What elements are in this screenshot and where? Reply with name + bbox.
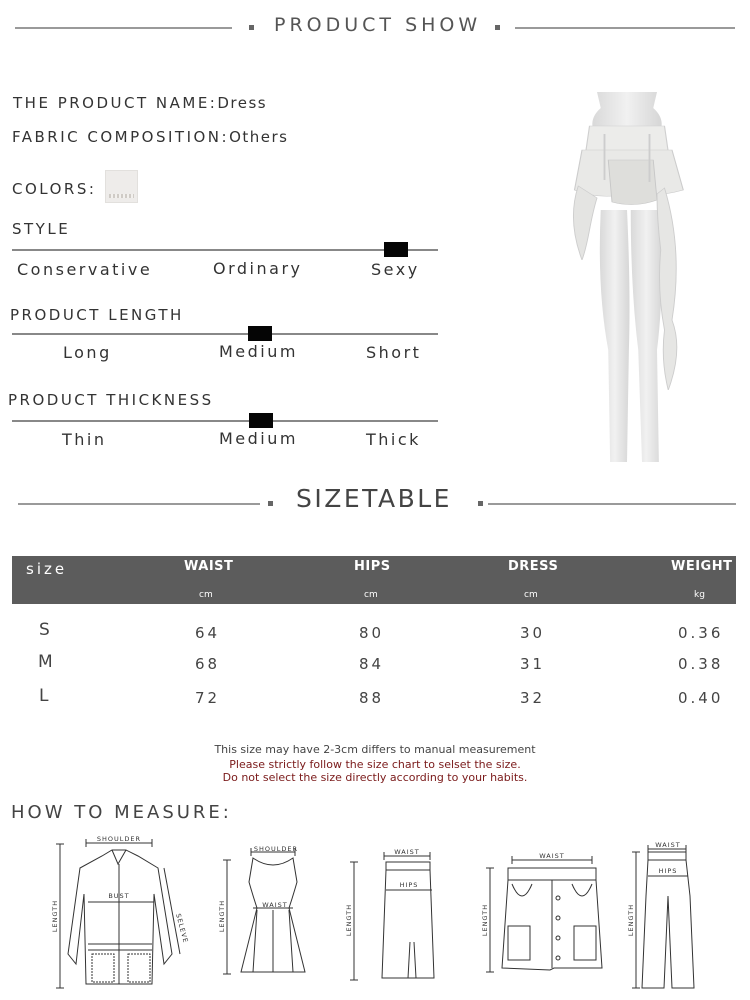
skirt-length-label: LENGTH bbox=[345, 903, 353, 937]
style-marker bbox=[384, 242, 408, 257]
size-m-weight: 0.38 bbox=[678, 655, 724, 673]
style-label: STYLE bbox=[12, 220, 71, 238]
skirt-hips-label: HIPS bbox=[399, 881, 419, 889]
fabric-row bbox=[12, 128, 288, 146]
skirt-waist-label: WAIST bbox=[394, 848, 420, 856]
waist-column-header: WAIST bbox=[184, 559, 234, 574]
measurement-note: This size may have 2-3cm differs to manual measurement bbox=[214, 743, 536, 756]
size-s-waist: 64 bbox=[195, 624, 221, 642]
size-m-waist: 68 bbox=[195, 655, 221, 673]
hips-column-header: HIPS bbox=[354, 559, 391, 574]
header-dot-right bbox=[495, 25, 500, 30]
pants-waist-label: WAIST bbox=[655, 841, 681, 849]
how-to-measure-title: HOW TO MEASURE: bbox=[11, 802, 232, 823]
fabric-value: Others bbox=[229, 128, 289, 146]
product-name-label: THE PRODUCT NAME: bbox=[13, 94, 218, 112]
skirt-measure-diagram bbox=[342, 842, 442, 986]
weight-column-header: WEIGHT bbox=[671, 559, 733, 574]
size-l-waist: 72 bbox=[195, 689, 221, 707]
size-warning-2: Do not select the size directly according to your habits. bbox=[222, 771, 528, 784]
size-l-label: L bbox=[39, 686, 49, 706]
length-marker bbox=[248, 326, 272, 341]
size-l-weight: 0.40 bbox=[678, 689, 724, 707]
length-option-medium: Medium bbox=[219, 342, 298, 361]
size-s-dress: 30 bbox=[520, 624, 546, 642]
shirt-shoulder-label: SHOULDER bbox=[96, 835, 142, 843]
dress-unit: cm bbox=[524, 590, 538, 600]
size-s-label: S bbox=[39, 620, 50, 640]
product-photo bbox=[552, 90, 702, 465]
size-m-dress: 31 bbox=[520, 655, 546, 673]
hips-unit: cm bbox=[364, 590, 378, 600]
weight-unit: kg bbox=[694, 590, 705, 600]
style-scale-line bbox=[12, 249, 438, 251]
thickness-label: PRODUCT THICKNESS bbox=[8, 391, 214, 409]
thickness-option-thick: Thick bbox=[366, 430, 421, 449]
length-scale-line bbox=[12, 333, 438, 335]
product-name-row bbox=[13, 94, 267, 112]
dress-column-header: DRESS bbox=[508, 559, 559, 574]
shorts-length-label: LENGTH bbox=[481, 903, 489, 937]
shorts-measure-diagram bbox=[478, 848, 618, 978]
sizetable-title: SIZETABLE bbox=[296, 484, 452, 513]
page-title: PRODUCT SHOW bbox=[274, 14, 482, 36]
style-option-conservative: Conservative bbox=[17, 260, 153, 279]
header-rule-left bbox=[15, 27, 232, 29]
style-option-sexy: Sexy bbox=[371, 260, 420, 279]
length-label: PRODUCT LENGTH bbox=[10, 306, 184, 324]
sizetable-dot-left bbox=[268, 501, 273, 506]
sizetable-rule-right bbox=[488, 503, 736, 505]
pants-measure-diagram bbox=[624, 836, 704, 996]
pants-length-label: LENGTH bbox=[627, 903, 635, 937]
pants-hips-label: HIPS bbox=[658, 867, 678, 875]
colors-label: COLORS: bbox=[12, 180, 97, 198]
length-option-long: Long bbox=[63, 343, 112, 362]
dress-shoulder-label: SHOULDER bbox=[253, 845, 299, 853]
style-option-ordinary: Ordinary bbox=[213, 259, 303, 278]
waist-unit: cm bbox=[199, 590, 213, 600]
header-rule-right bbox=[515, 27, 735, 29]
sizetable-dot-right bbox=[478, 501, 483, 506]
thickness-marker bbox=[249, 413, 273, 428]
shorts-waist-label: WAIST bbox=[539, 852, 565, 860]
color-swatch-white[interactable] bbox=[105, 170, 138, 203]
dress-length-label: LENGTH bbox=[218, 899, 226, 933]
size-s-weight: 0.36 bbox=[678, 624, 724, 642]
header-dot-left bbox=[249, 25, 254, 30]
size-column-header: size bbox=[26, 560, 68, 578]
thickness-option-thin: Thin bbox=[62, 430, 107, 449]
size-l-dress: 32 bbox=[520, 689, 546, 707]
thickness-option-medium: Medium bbox=[219, 429, 298, 448]
dress-measure-diagram bbox=[213, 838, 313, 984]
size-m-label: M bbox=[38, 652, 53, 672]
length-option-short: Short bbox=[366, 343, 422, 362]
thickness-scale-line bbox=[12, 420, 438, 422]
shirt-sleeve-label: SELEVE bbox=[174, 912, 190, 945]
size-m-hips: 84 bbox=[359, 655, 385, 673]
sizetable-rule-left bbox=[18, 503, 260, 505]
product-name-value: Dress bbox=[217, 94, 268, 112]
size-warning-1: Please strictly follow the size chart to selset the size. bbox=[229, 758, 521, 771]
size-s-hips: 80 bbox=[359, 624, 385, 642]
fabric-label: FABRIC COMPOSITION: bbox=[12, 128, 230, 146]
shirt-length-label: LENGTH bbox=[51, 899, 59, 933]
size-l-hips: 88 bbox=[359, 689, 385, 707]
shirt-measure-diagram bbox=[48, 834, 198, 996]
shirt-bust-label: BUST bbox=[108, 892, 130, 900]
dress-waist-label: WAIST bbox=[262, 901, 288, 909]
